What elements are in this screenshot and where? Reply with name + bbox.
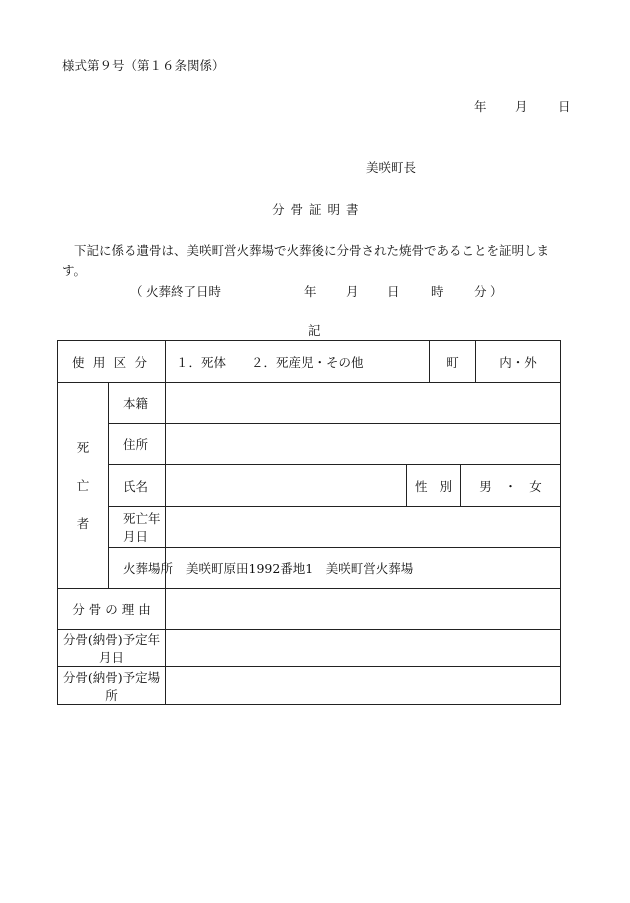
page-title: 分骨証明書 <box>272 202 365 217</box>
gender-label: 性 別 <box>407 465 461 507</box>
crematorium-value: 美咲町原田1992番地1 美咲町営火葬場 <box>166 548 561 589</box>
name-label: 氏 名 <box>109 465 166 507</box>
planned-date-field[interactable] <box>166 630 561 667</box>
name-field[interactable] <box>166 465 407 507</box>
usage-category-label: 使 用 区 分 <box>58 341 166 383</box>
crematorium-label: 火 葬 場 所 <box>109 548 166 589</box>
planned-place-label: 分骨(納骨)予定場所 <box>58 667 166 705</box>
gender-options[interactable]: 男 ・ 女 <box>461 465 561 507</box>
form-number: 様式第９号（第１６条関係） <box>62 58 225 73</box>
paren-open: （ <box>130 284 143 299</box>
paren-close: ） <box>490 284 503 299</box>
time-hour: 時 <box>431 284 444 299</box>
reason-field[interactable] <box>166 589 561 630</box>
registered-domicile-label: 本 籍 <box>109 383 166 424</box>
date-day: 日 <box>558 99 571 114</box>
issuer: 美咲町長 <box>366 160 417 175</box>
death-date-field[interactable] <box>166 507 561 548</box>
date-month: 月 <box>515 99 528 114</box>
address-label: 住 所 <box>109 424 166 465</box>
time-day: 日 <box>387 284 400 299</box>
time-minute: 分 <box>474 284 487 299</box>
certificate-text: 下記に係る遺骨は、美咲町営火葬場で火葬後に分骨された焼骨であることを証明します。 <box>62 243 550 278</box>
certificate-table <box>57 340 561 705</box>
cremation-time-label: 火葬終了日時 <box>146 284 222 299</box>
time-month: 月 <box>346 284 359 299</box>
planned-date-label: 分骨(納骨)予定年月日 <box>58 630 166 667</box>
usage-options[interactable]: １．死体 ２．死産児・その他 <box>166 341 430 383</box>
reason-label: 分 骨 の 理 由 <box>58 589 166 630</box>
death-date-label: 死亡年月日 <box>109 507 166 548</box>
town-label: 町 <box>430 341 476 383</box>
address-field[interactable] <box>166 424 561 465</box>
registered-domicile-field[interactable] <box>166 383 561 424</box>
ki-heading: 記 <box>308 323 321 338</box>
inside-outside-option[interactable]: 内・外 <box>476 341 561 383</box>
time-year: 年 <box>304 284 317 299</box>
date-year: 年 <box>474 99 487 114</box>
deceased-label: 死 亡 者 <box>58 383 109 589</box>
planned-place-field[interactable] <box>166 667 561 705</box>
